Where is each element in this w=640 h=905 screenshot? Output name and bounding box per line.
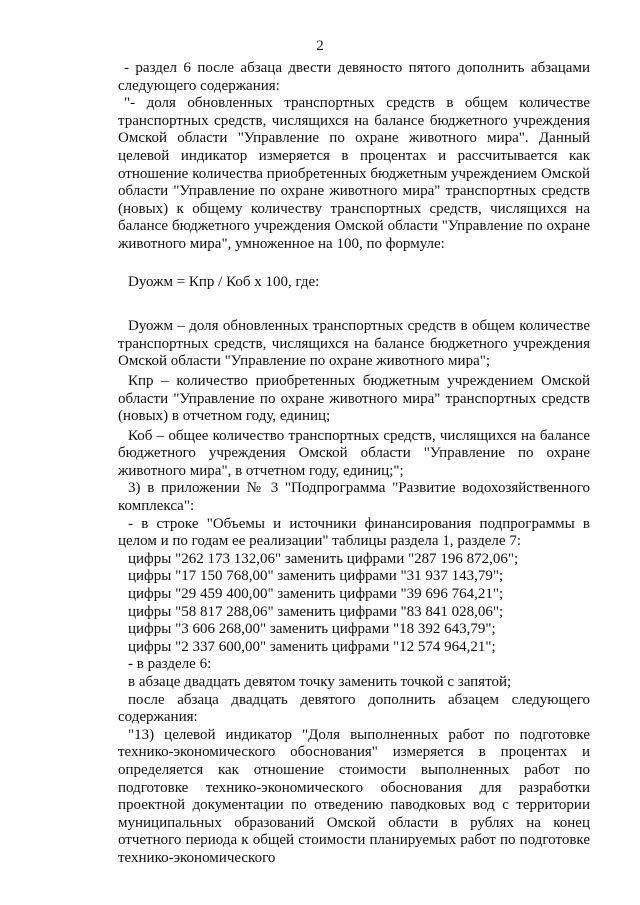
paragraph-duozhm-definition: Dуожм – доля обновленных транспортных средств в общем количестве транспортных средств, числящихся на балансе бюджетного учреждения Омской области "Управление по охране животного мира"; (118, 318, 590, 370)
paragraph-kob-definition: Коб – общее количество транспортных средств, числящихся на балансе бюджетного учреждения Омской области "Управление по охране животного мира", в отчетном году, единиц;"; (118, 427, 590, 479)
formula: Dуожм = Кпр / Коб х 100, где: (128, 273, 320, 290)
paragraph-29th-abzac: в абзаце двадцать девятом точку заменить точкой с запятой; (128, 674, 512, 690)
list-item-replacement: цифры "29 459 400,00" заменить цифрами "39 696 764,21"; (128, 586, 504, 603)
document-body (118, 60, 590, 868)
list-item-replacement: цифры "262 173 132,06" заменить цифрами "287 196 872,06"; (128, 550, 519, 567)
list-item-replacement: цифры "2 337 600,00" заменить цифрами "12 574 964,21"; (128, 638, 496, 655)
paragraph-section6-intro: - раздел 6 после абзаца двести девяносто пятого дополнить абзацами следующего содержания: (118, 60, 590, 94)
paragraph-appendix3: 3) в приложении № 3 "Подпрограмма "Развитие водохозяйственного комплекса": (118, 480, 590, 515)
page-number: 2 (316, 38, 324, 54)
paragraph-add-abzac: после абзаца двадцать девятого дополнить абзацем следующего содержания: (118, 691, 590, 726)
paragraph-indicator-13: "13) целевой индикатор "Доля выполненных работ по подготовке технико-экономического обоснования" измеряется в процентах и определяется как отношение стоимости выполненных работ по подготовке технико-экономического обоснования для разработки проектной документации по отведению паводковых вод с территории муниципальных образований Омской области в рублях на конец отчетного периода к общей стоимости планируемых работ по подготовке технико-экономического (118, 726, 590, 866)
paragraph-section6: - в разделе 6: (128, 656, 212, 673)
paragraph-financing-row: - в строке "Объемы и источники финансирования подпрограммы в целом и по годам ее реализации" таблицы раздела 1, разделе 7: (118, 515, 590, 550)
paragraph-kpr-definition: Кпр – количество приобретенных бюджетным учреждением Омской области "Управление по охране животного мира" транспортных средств (новых) в отчетном году, единиц; (118, 372, 590, 425)
paragraph-indicator-definition: "- доля обновленных транспортных средств в общем количестве транспортных средств, числящихся на балансе бюджетного учреждения Омской области "Управление по охране животного мира". Данный целевой индикатор измеряется в процентах и рассчитывается как отношение количества приобретенных бюджетным учреждением Омской области "Управление по охране животного мира" транспортных средств (новых) к общему количеству транспортных средств, числящихся на балансе бюджетного учреждения Омской области "Управление по охране животного мира", умноженное на 100, по формуле: (118, 95, 590, 252)
list-item-replacement: цифры "17 150 768,00" заменить цифрами "31 937 143,79"; (128, 568, 504, 585)
list-item-replacement: цифры "3 606 268,00" заменить цифрами "18 392 643,79"; (128, 621, 496, 638)
list-item-replacement: цифры "58 817 288,06" заменить цифрами "83 841 028,06"; (128, 603, 504, 620)
